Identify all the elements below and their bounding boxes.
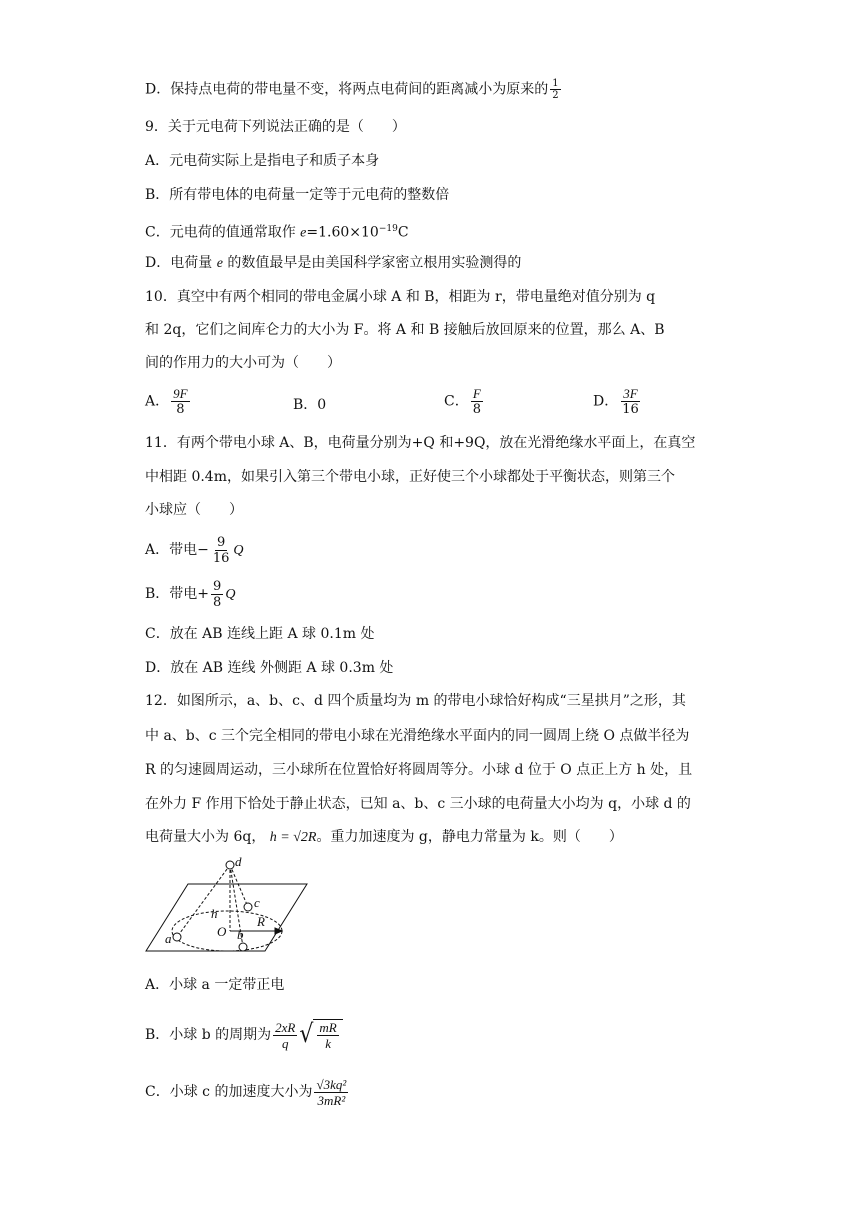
q12-option-c-text: C．小球 c 的加速度大小为	[145, 1084, 313, 1100]
q12-option-a: A．小球 a 一定带正电	[145, 977, 285, 993]
q12-option-c-fraction	[314, 1077, 348, 1108]
q10-option-c	[444, 386, 485, 417]
q11-stem-line-3: 小球应（ ）	[145, 502, 243, 518]
q11-option-b	[145, 577, 235, 612]
q12-option-b-sqrt	[299, 1019, 342, 1051]
q10-option-d-fraction	[620, 386, 641, 417]
q9-option-c-value: =1.60×10	[306, 224, 379, 241]
fraction-numerator: 9	[213, 578, 222, 594]
fraction-denominator: 16	[212, 550, 230, 566]
sqrt-sign-icon: √	[299, 1020, 314, 1049]
fraction-denominator: 2	[552, 90, 559, 101]
q9-option-b: B．所有带电体的电荷量一定等于元电荷的整数倍	[145, 187, 450, 203]
q12-stem-line-1: 12．如图所示，a、b、c、d 四个质量均为 m 的带电小球恰好构成“三星拱月”之形，其	[145, 693, 686, 709]
q12-option-b-sqrt-fraction	[317, 1020, 338, 1051]
q11-option-c: C．放在 AB 连线上距 A 球 0.1m 处	[145, 626, 375, 642]
q9-option-c	[145, 219, 409, 244]
q12-option-b-fraction	[273, 1020, 297, 1051]
q9-option-c-text: C．元电荷的值通常取作	[145, 224, 301, 241]
q8-option-d	[145, 78, 563, 101]
label-c: c	[254, 895, 260, 910]
label-a: a	[165, 931, 172, 946]
fraction-denominator: k	[325, 1036, 331, 1051]
label-b: b	[237, 927, 244, 942]
q9-option-d-symbol: e	[216, 256, 223, 271]
fraction-numerator: 9F	[173, 386, 188, 401]
q9-option-d-text-2: 的数值最早是由美国科学家密立根用实验测得的	[222, 255, 522, 271]
fraction-denominator: 3mR²	[317, 1092, 346, 1108]
q11-stem-line-1: 11．有两个带电小球 A、B，电荷量分别为+Q 和+9Q，放在光滑绝缘水平面上，在真空	[145, 435, 696, 451]
fraction-numerator: F	[472, 386, 481, 401]
q10-option-c-fraction	[471, 386, 483, 417]
q10-option-d	[593, 386, 643, 417]
q11-option-b-text: B．带电+	[145, 586, 210, 602]
ball-c	[244, 903, 252, 911]
ball-b	[239, 943, 247, 951]
q8-option-d-label: D．	[145, 81, 171, 98]
q11-option-b-symbol: Q	[225, 587, 236, 602]
q11-stem-line-2: 中相距 0.4m，如果引入第三个带电小球，正好使三个小球都处于平衡状态，则第三个	[145, 469, 675, 485]
q10-option-a-fraction	[171, 386, 189, 417]
ball-d	[226, 861, 234, 869]
fraction-numerator: √3kq²	[316, 1076, 347, 1092]
fraction-denominator: 8	[472, 402, 481, 417]
q12-option-b-text: B．小球 b 的周期为	[145, 1027, 272, 1043]
label-h: h	[211, 906, 218, 921]
q11-option-a	[145, 533, 244, 568]
label-r: R	[257, 914, 265, 929]
option-label: A．	[145, 393, 170, 410]
q12-h-equation: h = √2R	[269, 830, 317, 845]
q12-option-b	[145, 1015, 343, 1055]
option-label: D．	[593, 393, 619, 410]
diagram-line-dc	[230, 865, 248, 907]
sqrt-radicand	[313, 1019, 342, 1051]
fraction-numerator: 9	[216, 534, 226, 550]
q11-option-a-fraction	[211, 535, 232, 566]
label-d: d	[235, 855, 242, 869]
fraction-numerator: 1	[552, 78, 559, 89]
q12-stem-line-5	[145, 827, 623, 848]
q10-option-a	[145, 386, 192, 417]
q11-option-a-text: A．带电−	[145, 542, 209, 558]
q9-option-a: A．元电荷实际上是指电子和质子本身	[145, 153, 380, 169]
q9-option-c-exponent: −19	[378, 224, 398, 234]
fraction-denominator: 16	[622, 402, 639, 417]
fraction-denominator: 8	[176, 402, 185, 417]
q10-stem-line-1: 10．真空中有两个相同的带电金属小球 A 和 B，相距为 r，带电量绝对值分别为 q	[145, 289, 656, 305]
q9-option-d-text: D．电荷量	[145, 255, 217, 271]
label-o: O	[217, 924, 227, 939]
fraction-denominator: 8	[213, 594, 222, 610]
q12-stem-line-4: 在外力 F 作用下恰处于静止状态，已知 a、b、c 三小球的电荷量大小均为 q，小球 d 的	[145, 796, 691, 812]
q12-stem-line-3: R 的匀速圆周运动，三小球所在位置恰好将圆周等分。小球 d 位于 O 点正上方 h 处，且	[145, 762, 693, 778]
q11-option-b-fraction	[211, 579, 223, 610]
q9-option-c-unit: C	[397, 224, 409, 241]
q12-stem-line-2: 中 a、b、c 三个完全相同的带电小球在光滑绝缘水平面内的同一圆周上绕 O 点做半径为	[145, 728, 690, 744]
fraction-denominator: q	[282, 1035, 289, 1051]
q11-option-d: D．放在 AB 连线 外侧距 A 球 0.3m 处	[145, 660, 394, 676]
q12-option-c	[145, 1072, 350, 1112]
ball-a	[173, 933, 181, 941]
q10-option-b: B．0	[293, 397, 327, 413]
q12-line-5-text-2: 。重力加速度为 g，静电力常量为 k。则（ ）	[316, 829, 623, 845]
fraction-numerator: 3F	[623, 386, 638, 401]
q11-option-a-symbol: Q	[233, 543, 244, 558]
option-label: C．	[444, 393, 469, 410]
q10-stem-line-2: 和 2q，它们之间库仑力的大小为 F。将 A 和 B 接触后放回原来的位置，那么 A、B	[145, 322, 665, 338]
q10-stem-line-3: 间的作用力的大小可为（ ）	[145, 355, 341, 371]
q8-option-d-text: 保持点电荷的带电量不变，将两点电荷间的距离减小为原来的	[170, 81, 549, 98]
three-stars-diagram	[145, 855, 310, 957]
q12-line-5-text: 电荷量大小为 6q，	[145, 829, 270, 845]
fraction-numerator: mR	[319, 1020, 337, 1035]
q9-stem: 9．关于元电荷下列说法正确的是（ ）	[145, 119, 406, 135]
q10-options	[145, 386, 645, 422]
fraction-numerator: 2xR	[275, 1019, 296, 1035]
q8-option-d-fraction	[550, 78, 560, 101]
q9-option-d	[145, 253, 521, 274]
q9-option-c-symbol: e	[300, 225, 307, 241]
